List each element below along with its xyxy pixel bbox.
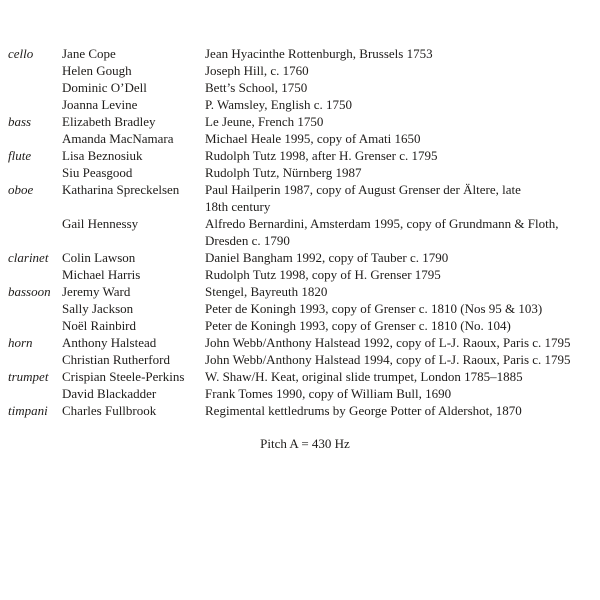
description-line: Jean Hyacinthe Rottenburgh, Brussels 1753	[205, 46, 433, 61]
description-line: Rudolph Tutz 1998, copy of H. Grenser 1795	[205, 267, 441, 282]
roster-row	[0, 147, 600, 164]
performer-name: Christian Rutherford	[62, 352, 170, 367]
description-line: Regimental kettledrums by George Potter of Aldershot, 1870	[205, 403, 522, 418]
performer-roster	[0, 45, 600, 419]
roster-row	[0, 113, 600, 130]
performer-name: Crispian Steele-Perkins	[62, 369, 185, 384]
instrument-description	[205, 181, 600, 215]
description-line: John Webb/Anthony Halstead 1992, copy of L-J. Raoux, Paris c. 1795	[205, 335, 571, 350]
performer-name: Noël Rainbird	[62, 318, 137, 333]
description-line: Michael Heale 1995, copy of Amati 1650	[205, 131, 421, 146]
instrument-description	[205, 96, 600, 113]
instrument-description	[205, 334, 600, 351]
description-line: Dresden c. 1790	[205, 233, 290, 248]
performer-name: Michael Harris	[62, 267, 141, 282]
description-line: Bett’s School, 1750	[205, 80, 308, 95]
instrument-description	[205, 215, 600, 249]
roster-row	[0, 334, 600, 351]
instrument-label: oboe	[8, 182, 34, 197]
performer-name: Elizabeth Bradley	[62, 114, 156, 129]
roster-row	[0, 181, 600, 215]
instrument-description	[205, 266, 600, 283]
instrument-label: bass	[8, 114, 32, 129]
roster-row	[0, 351, 600, 368]
pitch-note: Pitch A = 430 Hz	[260, 436, 350, 451]
description-line: Rudolph Tutz, Nürnberg 1987	[205, 165, 362, 180]
performer-name: Jeremy Ward	[62, 284, 131, 299]
roster-row	[0, 45, 600, 62]
description-line: John Webb/Anthony Halstead 1994, copy of L-J. Raoux, Paris c. 1795	[205, 352, 571, 367]
performer-name: Sally Jackson	[62, 301, 134, 316]
description-line: Peter de Koningh 1993, copy of Grenser c. 1810 (Nos 95 & 103)	[205, 301, 543, 316]
roster-row	[0, 130, 600, 147]
description-line: Frank Tomes 1990, copy of William Bull, 1690	[205, 386, 452, 401]
roster-row	[0, 164, 600, 181]
instrument-label: horn	[8, 335, 33, 350]
roster-row	[0, 300, 600, 317]
instrument-label: timpani	[8, 403, 48, 418]
roster-row	[0, 283, 600, 300]
performer-name: Dominic O’Dell	[62, 80, 147, 95]
description-line: Paul Hailperin 1987, copy of August Grenser der Ältere, late	[205, 182, 521, 197]
instrument-label: flute	[8, 148, 32, 163]
performer-name: Katharina Spreckelsen	[62, 182, 180, 197]
performer-name: Gail Hennessy	[62, 216, 139, 231]
instrument-label: cello	[8, 46, 34, 61]
instrument-description	[205, 283, 600, 300]
performer-name: Lisa Beznosiuk	[62, 148, 143, 163]
roster-row	[0, 368, 600, 385]
instrument-label: bassoon	[8, 284, 51, 299]
performer-name: Amanda MacNamara	[62, 131, 174, 146]
description-line: Joseph Hill, c. 1760	[205, 63, 309, 78]
roster-row	[0, 96, 600, 113]
instrument-label: trumpet	[8, 369, 49, 384]
roster-row	[0, 62, 600, 79]
performer-name: Siu Peasgood	[62, 165, 133, 180]
roster-row	[0, 79, 600, 96]
instrument-description	[205, 79, 600, 96]
description-line: Stengel, Bayreuth 1820	[205, 284, 328, 299]
instrument-description	[205, 164, 600, 181]
instrument-description	[205, 402, 600, 419]
instrument-description	[205, 368, 600, 385]
performer-name: Anthony Halstead	[62, 335, 157, 350]
description-line: Rudolph Tutz 1998, after H. Grenser c. 1795	[205, 148, 438, 163]
description-line: Alfredo Bernardini, Amsterdam 1995, copy of Grundmann & Floth,	[205, 216, 559, 231]
instrument-description	[205, 317, 600, 334]
roster-row	[0, 215, 600, 249]
instrument-description	[205, 130, 600, 147]
instrument-description	[205, 351, 600, 368]
roster-row	[0, 249, 600, 266]
instrument-description	[205, 385, 600, 402]
performer-name: Joanna Levine	[62, 97, 138, 112]
instrument-description	[205, 249, 600, 266]
description-line: W. Shaw/H. Keat, original slide trumpet, London 1785–1885	[205, 369, 523, 384]
description-line: 18th century	[205, 199, 271, 214]
instrument-label: clarinet	[8, 250, 49, 265]
roster-row	[0, 266, 600, 283]
instrument-description	[205, 147, 600, 164]
description-line: P. Wamsley, English c. 1750	[205, 97, 353, 112]
roster-row	[0, 385, 600, 402]
description-line: Peter de Koningh 1993, copy of Grenser c. 1810 (No. 104)	[205, 318, 511, 333]
roster-row	[0, 402, 600, 419]
performer-name: Colin Lawson	[62, 250, 136, 265]
performer-name: David Blackadder	[62, 386, 157, 401]
description-line: Le Jeune, French 1750	[205, 114, 324, 129]
instrument-description	[205, 300, 600, 317]
performer-name: Helen Gough	[62, 63, 132, 78]
instrument-description	[205, 45, 600, 62]
instrument-description	[205, 62, 600, 79]
performer-name: Charles Fullbrook	[62, 403, 157, 418]
roster-row	[0, 317, 600, 334]
description-line: Daniel Bangham 1992, copy of Tauber c. 1790	[205, 250, 449, 265]
performer-name: Jane Cope	[62, 46, 116, 61]
instrument-description	[205, 113, 600, 130]
